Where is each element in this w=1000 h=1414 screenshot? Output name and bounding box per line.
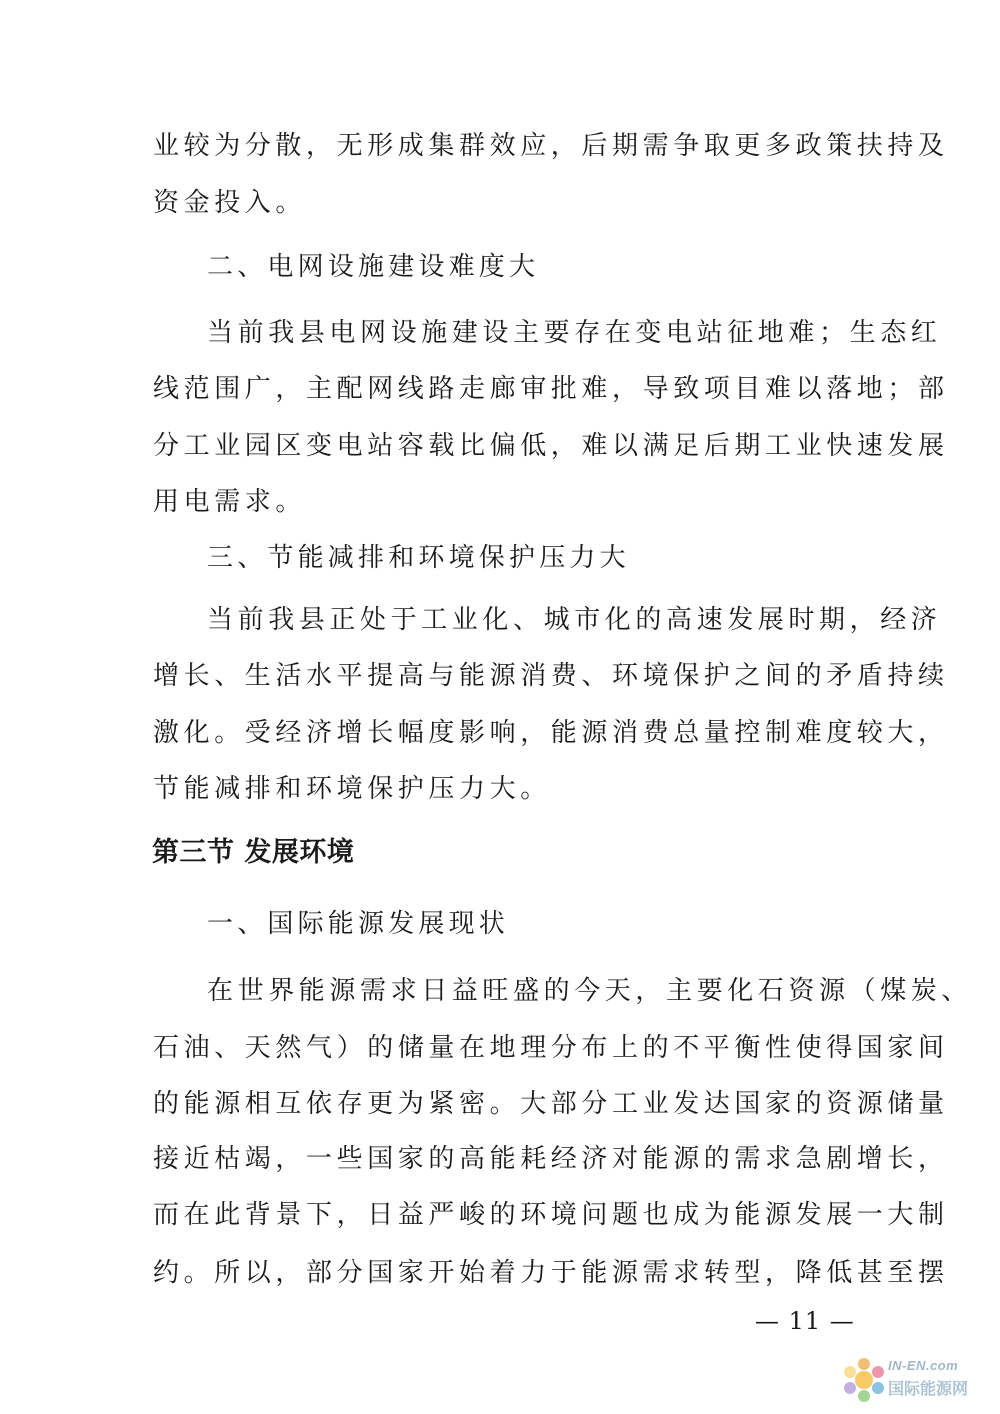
- paragraph-line: 约。所以，部分国家开始着力于能源需求转型，降低甚至摆: [153, 1258, 949, 1288]
- paragraph-line: 线范围广，主配网线路走廊审批难，导致项目难以落地；部: [153, 374, 949, 404]
- paragraph-line: 当前我县正处于工业化、城市化的高速发展时期，经济: [207, 605, 942, 635]
- paragraph-line: 的能源相互依存更为紧密。大部分工业发达国家的资源储量: [153, 1089, 949, 1119]
- section-heading: 第三节 发展环境: [152, 837, 355, 868]
- watermark-logo: [838, 1346, 1000, 1414]
- watermark-site-text: IN-EN.com: [888, 1358, 959, 1373]
- paragraph-line: 分工业园区变电站容载比偏低，难以满足后期工业快速发展: [153, 431, 949, 461]
- paragraph-line: 石油、天然气）的储量在地理分布上的不平衡性使得国家间: [153, 1033, 949, 1063]
- sun-flower-icon: [840, 1350, 888, 1410]
- paragraph-line: 业较为分散，无形成集群效应，后期需争取更多政策扶持及: [153, 131, 949, 161]
- paragraph-line: 而在此背景下，日益严峻的环境问题也成为能源发展一大制: [153, 1200, 949, 1230]
- paragraph-line: 用电需求。: [153, 487, 307, 517]
- paragraph-line: 节能减排和环境保护压力大。: [153, 774, 551, 804]
- subsection-heading: 三、节能减排和环境保护压力大: [207, 543, 630, 573]
- paragraph-line: 增长、生活水平提高与能源消费、环境保护之间的矛盾持续: [153, 661, 949, 691]
- paragraph-line: 资金投入。: [153, 188, 307, 218]
- page-number: — 11 —: [755, 1307, 855, 1335]
- watermark-brand-text: 国际能源网: [888, 1379, 969, 1398]
- paragraph-line: 激化。受经济增长幅度影响，能源消费总量控制难度较大，: [153, 718, 949, 748]
- subsection-heading: 一、国际能源发展现状: [207, 909, 510, 939]
- paragraph-line: 在世界能源需求日益旺盛的今天，主要化石资源（煤炭、: [207, 976, 973, 1006]
- subsection-heading: 二、电网设施建设难度大: [207, 252, 540, 282]
- paragraph-line: 当前我县电网设施建设主要存在变电站征地难；生态红: [207, 318, 942, 348]
- paragraph-line: 接近枯竭，一些国家的高能耗经济对能源的需求急剧增长，: [153, 1144, 949, 1174]
